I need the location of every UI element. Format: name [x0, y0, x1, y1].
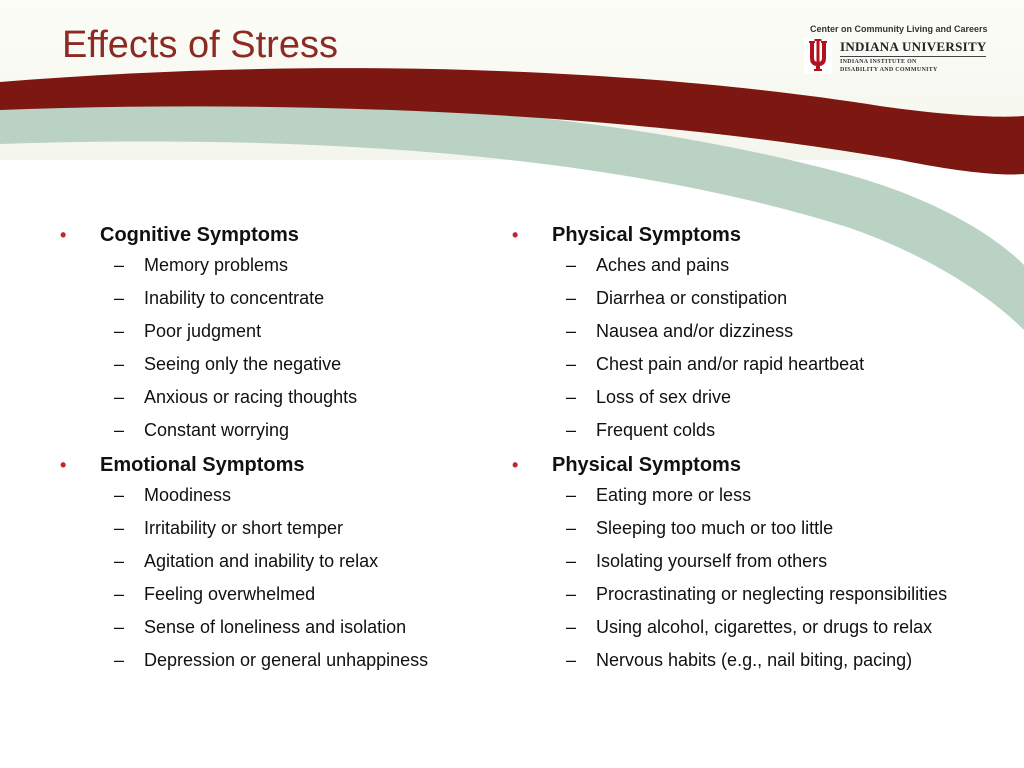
indiana-university-logo	[800, 20, 1000, 80]
list-item	[58, 482, 478, 508]
dash-icon: –	[566, 485, 577, 505]
list-item-text: Sense of loneliness and isolation	[144, 617, 407, 637]
section-heading	[58, 220, 478, 250]
list-item-text: Moodiness	[144, 485, 232, 505]
logo-university-name: INDIANA UNIVERSITY	[840, 39, 987, 54]
symptom-list	[510, 252, 980, 443]
list-item	[58, 318, 478, 344]
list-item	[58, 351, 478, 377]
dash-icon: –	[114, 650, 125, 670]
dash-icon: –	[566, 420, 577, 440]
list-item-text: Sleeping too much or too little	[596, 518, 834, 538]
section-heading-text: Physical Symptoms	[552, 223, 741, 246]
list-item	[58, 614, 478, 640]
dash-icon: –	[566, 617, 577, 637]
list-item-text: Constant worrying	[144, 420, 290, 440]
list-item	[58, 548, 478, 574]
list-item-text: Seeing only the negative	[144, 354, 342, 374]
section-heading-text: Emotional Symptoms	[100, 453, 305, 476]
list-item	[510, 417, 980, 443]
right-column	[510, 220, 980, 680]
behavioral-symptoms-section	[510, 450, 980, 673]
list-item-text: Aches and pains	[596, 255, 730, 275]
slide-title: Effects of Stress	[62, 24, 338, 66]
section-heading	[510, 450, 980, 480]
dash-icon: –	[114, 420, 125, 440]
dash-icon: –	[566, 551, 577, 571]
physical-symptoms-section	[510, 220, 980, 443]
list-item	[510, 318, 980, 344]
list-item-text: Chest pain and/or rapid heartbeat	[596, 354, 865, 374]
list-item-text: Nausea and/or dizziness	[596, 321, 794, 341]
list-item	[58, 647, 478, 673]
list-item-text: Anxious or racing thoughts	[144, 387, 358, 407]
bullet-icon: •	[60, 224, 67, 245]
symptom-list	[58, 482, 478, 673]
list-item-text: Procrastinating or neglecting responsibilities	[596, 584, 948, 604]
dash-icon: –	[114, 288, 125, 308]
dash-icon: –	[566, 387, 577, 407]
dash-icon: –	[114, 354, 125, 374]
list-item-text: Eating more or less	[596, 485, 752, 505]
list-item	[58, 515, 478, 541]
iu-trident-icon	[804, 38, 832, 74]
list-item	[58, 417, 478, 443]
list-item	[510, 384, 980, 410]
emotional-symptoms-section	[58, 450, 478, 673]
list-item-text: Depression or general unhappiness	[144, 650, 429, 670]
bullet-icon: •	[60, 454, 67, 475]
list-item	[510, 285, 980, 311]
bullet-icon: •	[512, 224, 519, 245]
list-item-text: Nervous habits (e.g., nail biting, pacing)	[596, 650, 913, 670]
dash-icon: –	[114, 518, 125, 538]
dash-icon: –	[114, 485, 125, 505]
dash-icon: –	[566, 354, 577, 374]
list-item-text: Loss of sex drive	[596, 387, 732, 407]
logo-header-text: Center on Community Living and Careers	[810, 24, 988, 34]
list-item-text: Isolating yourself from others	[596, 551, 828, 571]
logo-institute-name	[840, 58, 938, 74]
section-heading-text: Cognitive Symptoms	[100, 223, 299, 246]
list-item	[510, 252, 980, 278]
list-item	[510, 647, 980, 673]
section-heading	[58, 450, 478, 480]
list-item	[58, 384, 478, 410]
list-item	[510, 482, 980, 508]
list-item-text: Diarrhea or constipation	[596, 288, 788, 308]
list-item	[58, 581, 478, 607]
list-item-text: Using alcohol, cigarettes, or drugs to relax	[596, 617, 933, 637]
section-heading-text: Physical Symptoms	[552, 453, 741, 476]
list-item	[58, 252, 478, 278]
list-item-text: Agitation and inability to relax	[144, 551, 379, 571]
dash-icon: –	[566, 321, 577, 341]
symptom-list	[510, 482, 980, 673]
left-column	[58, 220, 478, 680]
dash-icon: –	[566, 584, 577, 604]
section-heading	[510, 220, 980, 250]
dash-icon: –	[114, 617, 125, 637]
dash-icon: –	[566, 255, 577, 275]
dash-icon: –	[566, 650, 577, 670]
logo-subline-2: DISABILITY AND COMMUNITY	[840, 67, 938, 73]
dash-icon: –	[566, 288, 577, 308]
list-item-text: Frequent colds	[596, 420, 716, 440]
logo-subline-1: INDIANA INSTITUTE ON	[840, 59, 917, 65]
list-item	[510, 515, 980, 541]
dash-icon: –	[114, 321, 125, 341]
dash-icon: –	[114, 551, 125, 571]
list-item	[510, 581, 980, 607]
cognitive-symptoms-section	[58, 220, 478, 443]
bullet-icon: •	[512, 454, 519, 475]
list-item	[510, 614, 980, 640]
symptom-list	[58, 252, 478, 443]
list-item	[510, 351, 980, 377]
dash-icon: –	[566, 518, 577, 538]
list-item-text: Feeling overwhelmed	[144, 584, 316, 604]
list-item-text: Irritability or short temper	[144, 518, 344, 538]
dash-icon: –	[114, 387, 125, 407]
list-item-text: Inability to concentrate	[144, 288, 325, 308]
list-item	[510, 548, 980, 574]
list-item-text: Poor judgment	[144, 321, 262, 341]
dash-icon: –	[114, 584, 125, 604]
list-item-text: Memory problems	[144, 255, 289, 275]
dash-icon: –	[114, 255, 125, 275]
logo-divider	[840, 56, 986, 57]
list-item	[58, 285, 478, 311]
